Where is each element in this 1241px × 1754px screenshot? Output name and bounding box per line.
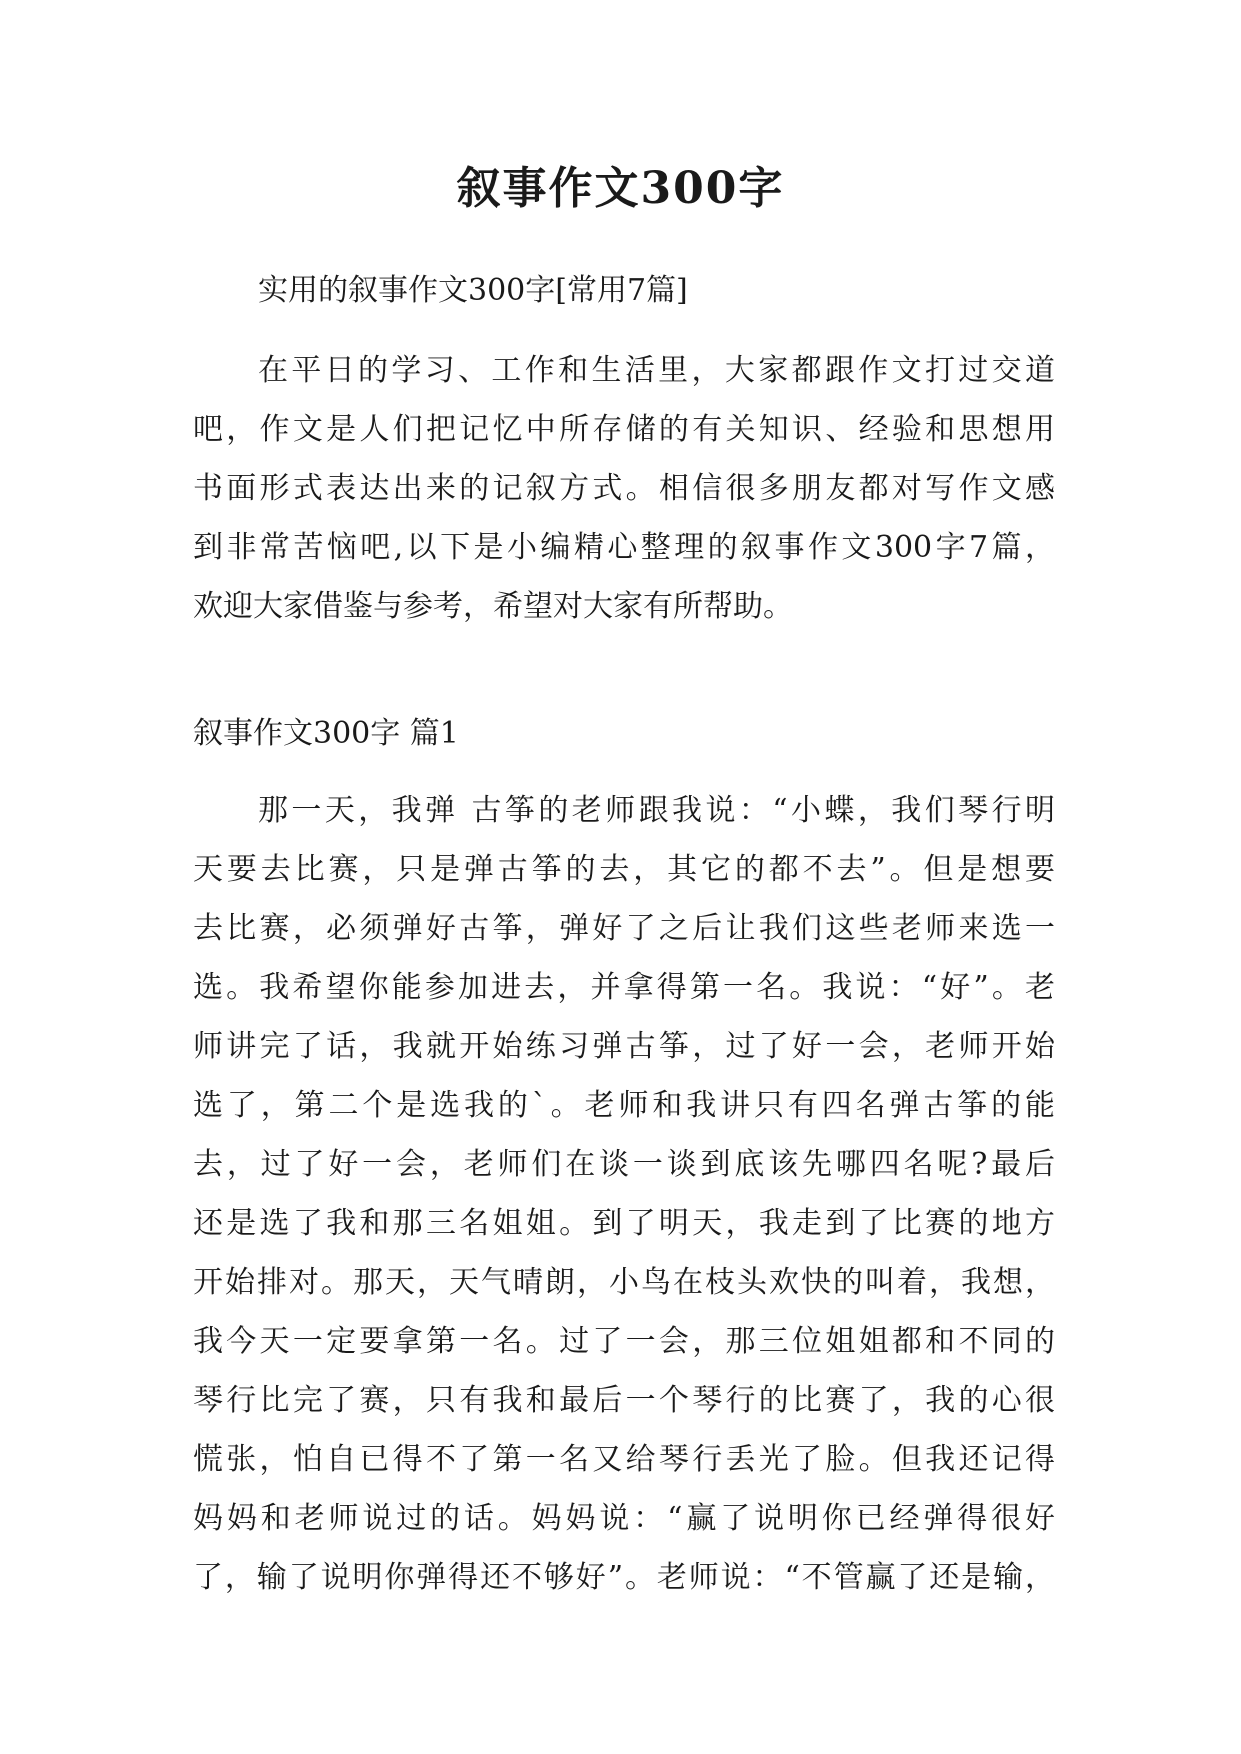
essay-paragraph [193, 787, 1055, 1613]
text-line: 到非常苦恼吧,以下是小编精心整理的叙事作文300字7篇， [193, 530, 1055, 565]
text-line: 师讲完了话，我就开始练习弹古筝，过了好一会，老师开始 [193, 1029, 1055, 1064]
text-line: 琴行比完了赛，只有我和最后一个琴行的比赛了，我的心很 [193, 1383, 1055, 1418]
text-line: 欢迎大家借鉴与参考，希望对大家有所帮助。 [193, 589, 793, 624]
text-line: 了，输了说明你弹得还不够好”。老师说：“不管赢了还是输， [193, 1560, 1055, 1595]
text-line: 去比赛，必须弹好古筝，弹好了之后让我们这些老师来选一 [193, 911, 1055, 946]
text-line: 还是选了我和那三名姐姐。到了明天，我走到了比赛的地方 [193, 1206, 1055, 1241]
text-line: 吧，作文是人们把记忆中所存储的有关知识、经验和思想用 [193, 412, 1055, 447]
text-line: 慌张，怕自已得不了第一名又给琴行丢光了脸。但我还记得 [193, 1442, 1055, 1477]
text-line: 书面形式表达出来的记叙方式。相信很多朋友都对写作文感 [193, 471, 1055, 506]
text-line: 天要去比赛，只是弹古筝的去，其它的都不去”。但是想要 [193, 852, 1055, 887]
text-line: 去，过了好一会，老师们在谈一谈到底该先哪四名呢?最后 [193, 1147, 1055, 1182]
document-title: 叙事作文300字 [456, 163, 785, 214]
text-line: 选。我希望你能参加进去，并拿得第一名。我说：“好”。老 [193, 970, 1055, 1005]
text-line: 那一天，我弹 古筝的老师跟我说：“小蝶，我们琴行明 [258, 793, 1055, 828]
intro-paragraph [193, 347, 1055, 642]
text-line: 选了，第二个是选我的`。老师和我讲只有四名弹古筝的能 [193, 1088, 1055, 1123]
text-line: 我今天一定要拿第一名。过了一会，那三位姐姐都和不同的 [193, 1324, 1055, 1359]
intro-heading: 实用的叙事作文300字[常用7篇] [258, 273, 688, 308]
text-line: 开始排对。那天，天气晴朗，小鸟在枝头欢快的叫着，我想， [193, 1265, 1055, 1300]
essay-heading: 叙事作文300字 篇1 [193, 716, 459, 751]
text-line: 妈妈和老师说过的话。妈妈说：“赢了说明你已经弹得很好 [193, 1501, 1055, 1536]
text-line: 在平日的学习、工作和生活里，大家都跟作文打过交道 [258, 353, 1055, 388]
